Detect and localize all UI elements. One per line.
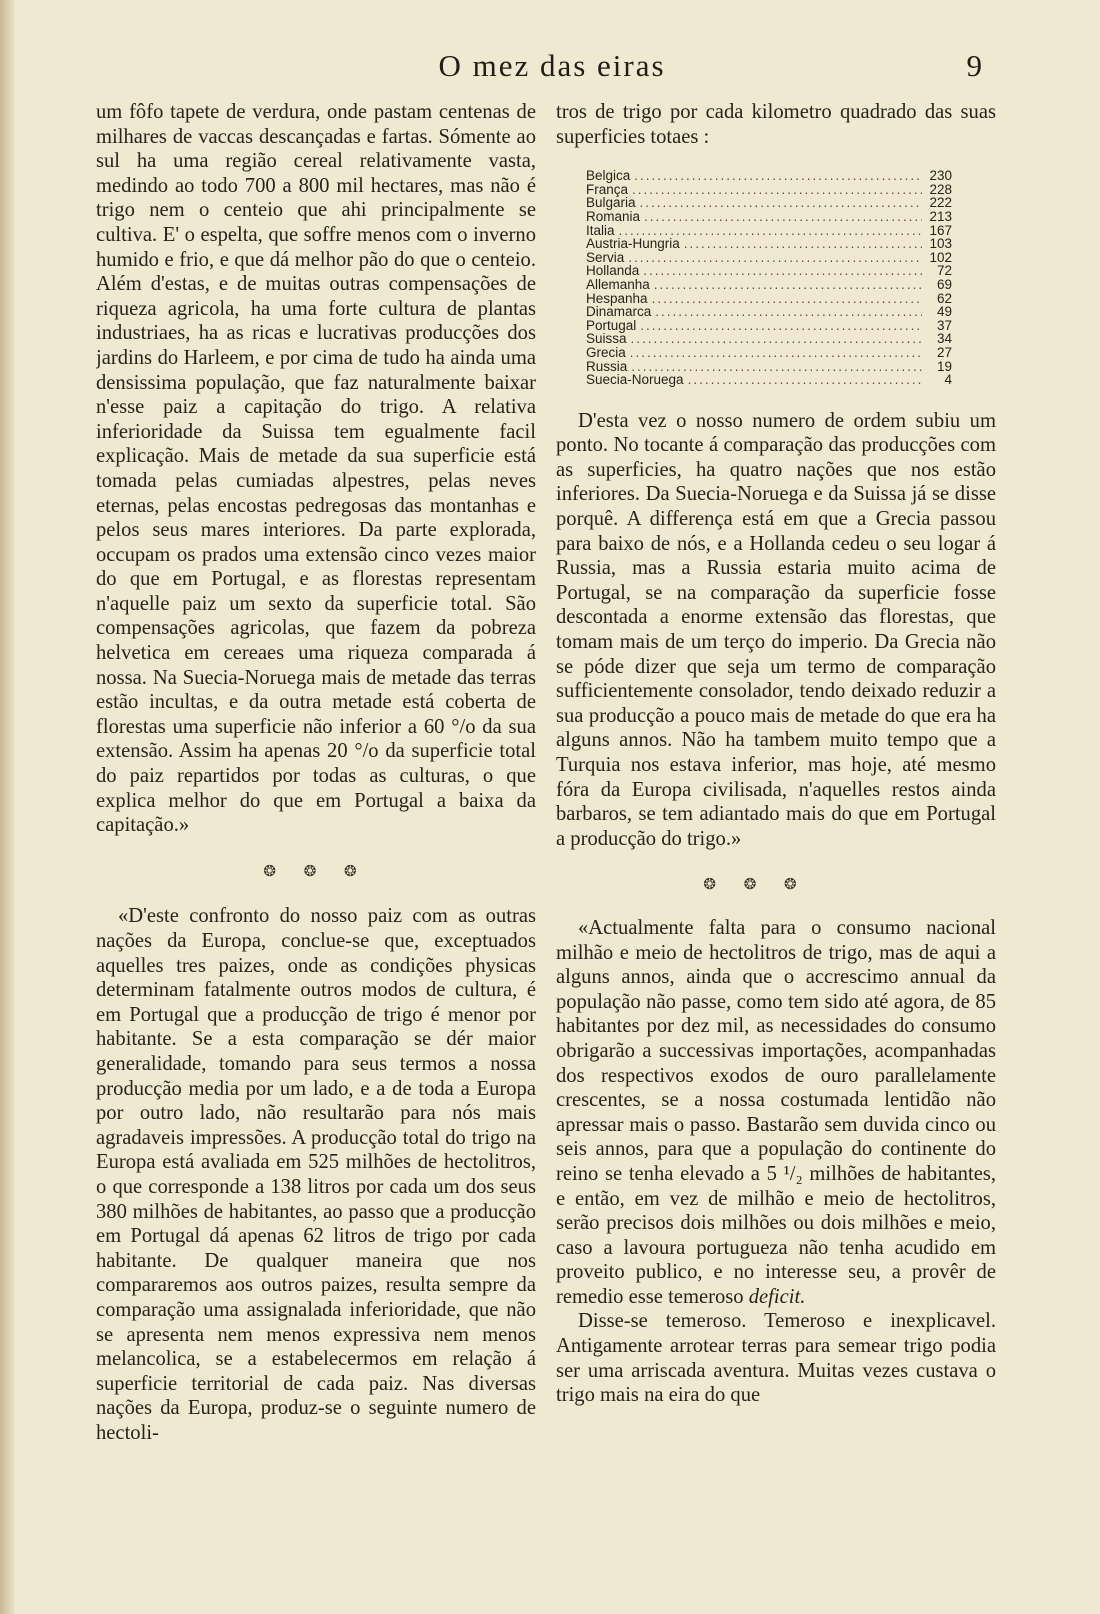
table-row (586, 360, 952, 374)
table-value: 69 (936, 276, 952, 292)
table-value: 230 (929, 168, 952, 184)
table-row (586, 346, 952, 360)
table-country: Portugal (586, 317, 637, 333)
table-country: Servia (586, 249, 625, 265)
table-value: 222 (929, 195, 952, 211)
table-country: Allemanha (586, 276, 650, 292)
leader-dots (631, 360, 922, 374)
table-country: Bulgaria (586, 195, 636, 211)
leader-dots (628, 251, 922, 265)
wheat-per-km2-table (586, 169, 952, 387)
table-row (586, 264, 952, 278)
table-country: Hespanha (586, 290, 648, 306)
table-value: 27 (936, 344, 952, 360)
table-value: 4 (944, 372, 952, 388)
running-title: O mez das eiras (438, 48, 666, 83)
table-row (586, 210, 952, 224)
right-column (556, 100, 996, 1590)
table-row (586, 169, 952, 183)
leader-dots (630, 346, 922, 360)
leader-dots (640, 196, 922, 210)
table-value: 19 (936, 358, 952, 374)
table-country: França (586, 181, 629, 197)
deficit-word: deficit. (748, 1285, 806, 1308)
table-row (586, 183, 952, 197)
leader-dots (640, 319, 922, 333)
table-row (586, 373, 952, 387)
table-row (586, 224, 952, 238)
table-country: Grecia (586, 344, 626, 360)
table-country: Russia (586, 358, 628, 374)
table-country: Hollanda (586, 263, 640, 279)
leader-dots (655, 305, 922, 319)
leader-dots (644, 210, 922, 224)
left-paragraph-1: um fôfo tapete de verdura, onde pastam centenas de milhares de vaccas descançadas e fartas. Sómente ao sul ha uma região cereal relativamente vasta, medindo ao todo 700 a 800 mil hectares, mas não é trigo nem o centeio que ahi principalmente se cultiva. E' o espelta, que soffre menos com o inverno humido e frio, e que dá melhor pão do que o centeio. Além d'estas, e de muitas outras compensações de riqueza agricola, ha uma forte cultura de plantas industriaes, ha as ricas e lucrativas producções dos jardins do Harleem, e por cima de tudo ha ainda uma densissima população, que faz naturalmente baixar n'esse paiz a capitação do trigo. A relativa inferioridade da Suissa tem egualmente facil explicação. Mais de metade da sua superficie está tomada pelas cumiadas alpestres, pelas neves eternas, pelas encostas pedregosas das montanhas e pelos seus mares interiores. Da parte explorada, occupam os prados uma extensão cinco vezes maior do que em Portugal, e as florestas representam n'aquelle paiz um sexto da superficie total. São compensações agricolas, que fazem da pobreza helvetica em cereaes uma riqueza comparada á nossa. Na Suecia-Noruega mais de metade das terras estão incultas, e da outra metade está coberta de florestas uma superficie não inferior a 60 °/o da sua extensão. Assim ha apenas 20 °/o da superficie total do paiz repartidos por todas as culturas, o que explica melhor do que em Portugal a baixa da capitação.» (96, 101, 536, 837)
section-ornament-right: ❂ ❂ ❂ (703, 877, 809, 894)
table-country: Romania (586, 208, 641, 224)
left-paragraph-2: «D'este confronto do nosso paiz com as outras nações da Europa, conclue-se que, exceptuados aquelles tres paizes, onde as condições physicas determinam fatalmente outros modos de cultura, é em Portugal que a producção de trigo é menor por habitante. Se a esta comparação se dér maior generalidade, tomando para seus termos a nossa producção media por um lado, e a de toda a Europa por outro lado, não resultarão para nós mais agradaveis impressões. A producção total do trigo na Europa está avaliada em 525 milhões de hectolitros, o que corresponde a 138 litros por cada um dos seus 380 milhões de habitantes, ao passo que a producção em Portugal dá apenas 62 litros de trigo por cada habitante. De qualquer maneira que nos compararemos aos outros paizes, resulta sempre da comparação uma assignalada inferioridade, que não se apresenta nem menos expressiva nem menos melancolica, se a estabelecermos em relação á superficie territorial de cada paiz. Nas diversas nações da Europa, produz-se o seguinte numero de hectoli- (96, 905, 536, 1444)
table-row (586, 319, 952, 333)
table-country: Suecia-Noruega (586, 372, 684, 388)
table-value: 72 (936, 263, 952, 279)
table-value: 213 (929, 208, 952, 224)
table-row (586, 251, 952, 265)
table-row (586, 237, 952, 251)
leader-dots (631, 332, 922, 346)
right-paragraph-2: D'esta vez o nosso numero de ordem subiu um ponto. No tocante á comparação das producções com as superficies, ha quatro nações que nos estão inferiores. Da Suecia-Noruega e da Suissa já se disse porquê. A differença está em que a Grecia passou para baixo de nós, e a Hollanda cedeu o seu logar á Russia, mas a Russia estaria muito acima de Portugal, se na comparação da superficie fosse descontada a enorme extensão das florestas, que tomam mais de um terço do imperio. Da Grecia não se póde dizer que seja um termo de comparação sufficientemente consolador, tendo deixado reduzir a sua producção a pouco mais de metade do que era ha alguns annos. Não ha tambem muito tempo que a Turquia nos estava inferior, mas hoje, até mesmo fóra da Europa civilisada, n'aquelles restos ainda barbaros, se tem adiantado mais do que em Portugal a producção do trigo.» (556, 409, 996, 850)
table-row (586, 278, 952, 292)
table-value: 62 (936, 290, 952, 306)
table-country: Dinamarca (586, 304, 652, 320)
right-paragraph-3-text: «Actualmente falta para o consumo nacional milhão e meio de hectolitros de trigo, mas de aqui a alguns annos, ainda que o accrescimo annual da população não passe, como tem sido até agora, de 85 habitantes por dez mil, as necessidades do consumo obrigarão a successivas importações, acompanhadas dos respectivos exodos de ouro parallelamente crescentes, se a nossa costumada lentidão não apressar mais o passo. Bastarão sem duvida cinco ou seis annos, para que a população do continente do reino se tenha elevado a 5 ¹/₂ milhões de habitantes, e então, em vez de milhão e meio de hectolitros, serão precisos dois milhões ou dois milhões e meio, caso a lavoura portugueza não tenha acudido em proveito publico, e no interesse seu, a provêr de remedio esse temeroso (556, 916, 996, 1308)
section-ornament-left: ❂ ❂ ❂ (263, 863, 369, 880)
leader-dots (652, 292, 922, 306)
right-paragraph-3 (556, 916, 996, 1310)
table-row (586, 305, 952, 319)
leader-dots (632, 183, 922, 197)
table-value: 167 (929, 222, 952, 238)
table-value: 34 (936, 331, 952, 347)
leader-dots (684, 237, 922, 251)
left-column (96, 100, 536, 1590)
table-row (586, 332, 952, 346)
page-edge (0, 0, 14, 1614)
page-number: 9 (966, 48, 982, 83)
table-value: 49 (936, 304, 952, 320)
leader-dots (643, 264, 922, 278)
table-country: Belgica (586, 168, 631, 184)
table-row (586, 196, 952, 210)
table-value: 102 (929, 249, 952, 265)
right-paragraph-4: Disse-se temeroso. Temeroso e inexplicavel. Antigamente arrotear terras para semear trigo podia ser uma arriscada aventura. Muitas vezes custava o trigo mais na eira do que (556, 1310, 996, 1407)
table-value: 37 (936, 317, 952, 333)
table-value: 103 (929, 236, 952, 252)
leader-dots (688, 373, 922, 387)
right-paragraph-1: tros de trigo por cada kilometro quadrado das suas superficies totaes : (556, 101, 996, 148)
table-country: Suissa (586, 331, 627, 347)
leader-dots (634, 169, 922, 183)
table-country: Austria-Hungria (586, 236, 680, 252)
table-value: 228 (929, 181, 952, 197)
leader-dots (654, 278, 922, 292)
table-row (586, 292, 952, 306)
table-country: Italia (586, 222, 615, 238)
leader-dots (619, 224, 922, 238)
